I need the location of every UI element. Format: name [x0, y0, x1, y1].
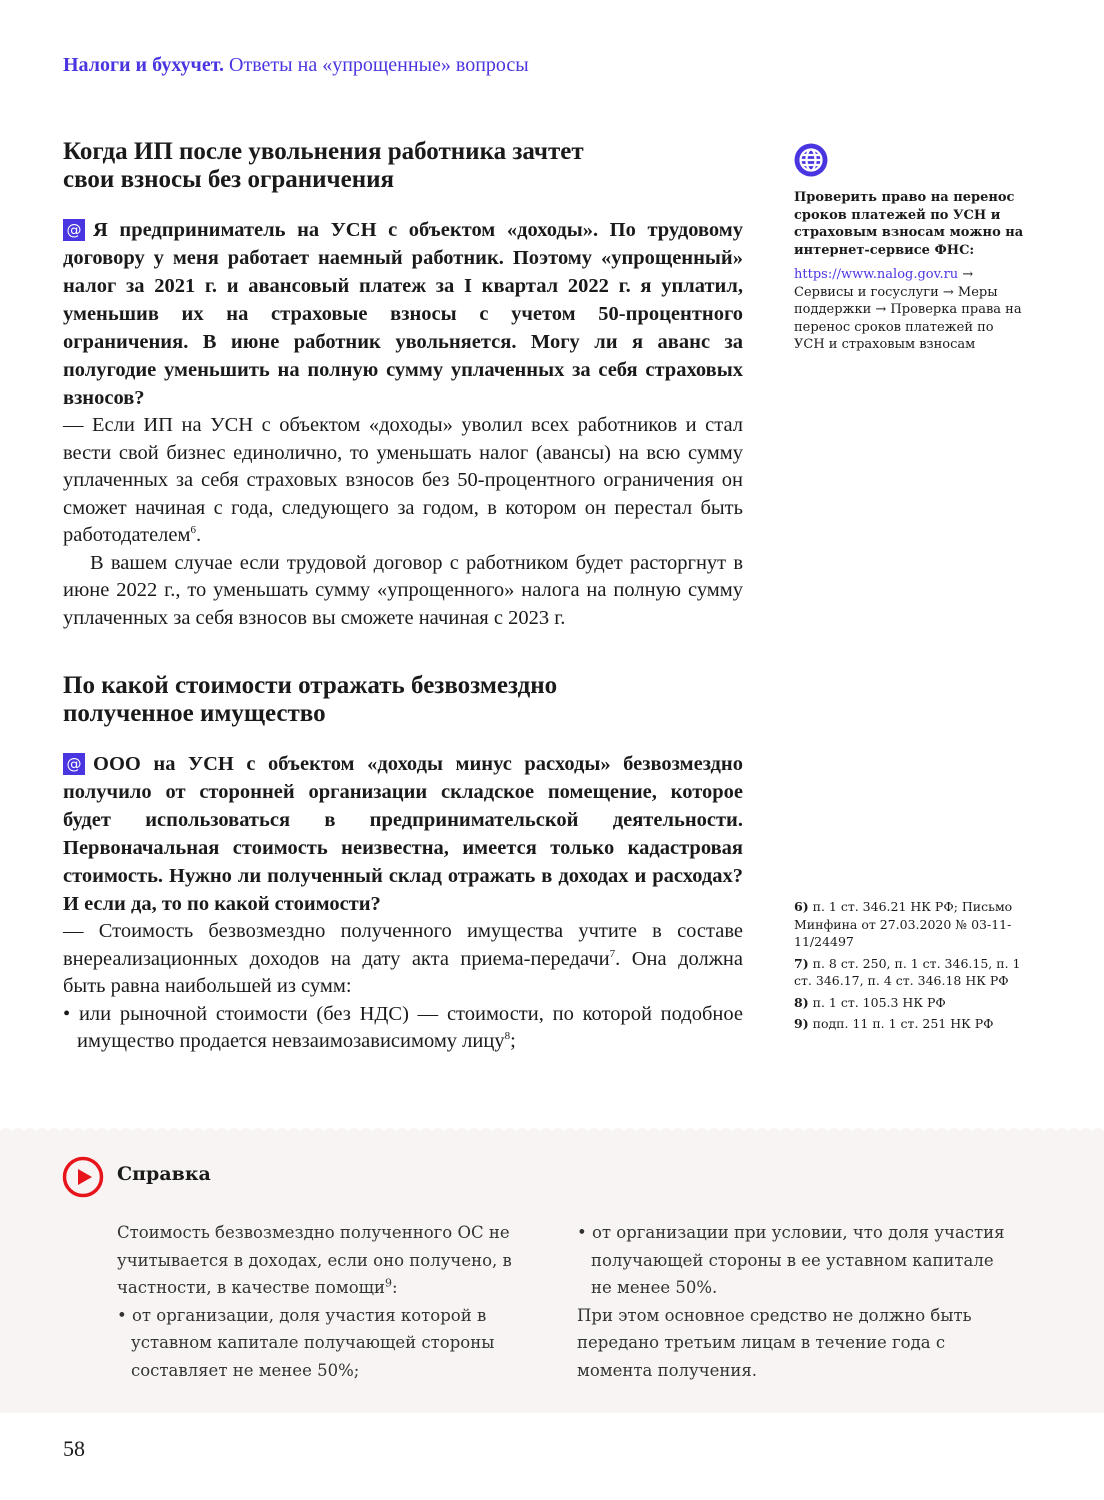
footnote-text: п. 1 ст. 346.21 НК РФ; Письмо Минфина от 27.03.2020 № 03-11-11/24497 [794, 899, 1013, 949]
title-line: Когда ИП после увольнения работника зачтет [63, 138, 584, 165]
page-number: 58 [63, 1436, 85, 1461]
reference-box [0, 1131, 1104, 1413]
reference-right-column [577, 1219, 1005, 1384]
reference-text: Стоимость безвозмездно полученного ОС не учитывается в доходах, если оно получено, в частности, в качестве помощи [117, 1223, 512, 1297]
running-head [63, 54, 529, 77]
footnote [794, 994, 1029, 1012]
reference-paragraph: При этом основное средство не должно быть передано третьим лицам в течение года с момента получения. [577, 1305, 972, 1380]
sidebar-bold-text: Проверить право на перенос сроков платежей по УСН и страховым взносам можно на интернет-сервисе ФНС: [794, 190, 1024, 258]
globe-icon [794, 143, 828, 177]
footnote-text: п. 8 ст. 250, п. 1 ст. 346.15, п. 1 ст. 346.17, п. 4 ст. 346.18 НК РФ [794, 955, 1021, 988]
article-title [63, 138, 743, 194]
question-text: ООО на УСН с объектом «доходы минус расходы» безвозмездно получило от сторонней организации складское помещение, которое будет использоваться в предпринимательской деятельности. Первоначальная стоимость неизвестна, имеется только кадастровая стоимость. Нужно ли полученный склад отражать в доходах и расходах? И если да, то по какой стоимости? [63, 753, 743, 915]
answer-text: — Если ИП на УСН с объектом «доходы» уволил всех работников и стал вести свой бизнес единолично, то уменьшать налог (авансы) на всю сумму уплаченных за себя страховых взносов без 50-процентного ограничения он сможет начиная с года, следующего за годом, в котором он перестал быть работодателем [63, 414, 743, 546]
question [63, 216, 743, 412]
footnote-text: подп. 11 п. 1 ст. 251 НК РФ [812, 1016, 994, 1031]
reference-bullet: • от организации, доля участия которой в уставном капитале получающей стороны составляет не менее 50%; [117, 1305, 495, 1380]
reference-bullet: • от организации при условии, что доля участия получающей стороны в ее уставном капитале не менее 50%. [577, 1223, 1005, 1297]
reference-paragraph [117, 1219, 545, 1302]
footnotes [794, 898, 1029, 1037]
answer-text-end: . [195, 524, 202, 546]
email-question-icon: @ [63, 753, 85, 775]
title-line: По какой стоимости отражать безвозмездно [63, 672, 558, 699]
title-line: свои взносы без ограничения [63, 166, 395, 193]
answer-text: — Стоимость безвозмездно полученного имущества учтите в составе внереализационных доходов на дату акта приема-передачи [63, 920, 743, 970]
article-title [63, 672, 743, 728]
wavy-border [0, 1125, 1104, 1133]
sidebar-path [794, 266, 1024, 354]
email-question-icon: @ [63, 219, 85, 241]
reference-left-column [117, 1219, 545, 1384]
play-icon [62, 1156, 104, 1198]
bullet-text: • или рыночной стоимости (без НДС) — стоимости, по которой подобное имущество продается невзаимозависимому лицу [63, 1002, 743, 1052]
footnote-ref[interactable]: 9 [384, 1276, 392, 1290]
footnote [794, 955, 1029, 990]
answer-text-end: . Она должна быть равна наибольшей из сумм: [63, 947, 743, 997]
fns-link[interactable]: https://www.nalog.gov.ru [794, 267, 959, 282]
footnote-number: 7) [794, 955, 809, 971]
question [63, 750, 743, 918]
sidebar-note [794, 143, 1024, 354]
footnote-number: 6) [794, 899, 809, 914]
sidebar-path-text: → Сервисы и госуслуги → Меры поддержки → Проверка права на перенос сроков платежей по УСН и страховым взносам [794, 267, 1022, 352]
running-head-subtitle: Ответы на «упрощенные» вопросы [229, 54, 529, 76]
main-column [63, 138, 743, 1056]
footnote-ref[interactable]: 7 [609, 947, 616, 960]
running-head-section: Налоги и бухучет. [63, 54, 225, 76]
reference-text-end: : [391, 1278, 398, 1297]
footnote-number: 8) [794, 994, 809, 1010]
footnote [794, 1015, 1029, 1033]
answer-paragraph [63, 412, 743, 550]
footnote-ref[interactable]: 6 [190, 524, 196, 537]
article-1 [63, 138, 743, 632]
footnote [794, 898, 1029, 951]
answer-paragraph [63, 918, 743, 1001]
article-2 [63, 672, 743, 1056]
question-text: Я предприниматель на УСН с объектом «доходы». По трудовому договору у меня работает наемный работник. Поэтому «упрощенный» налог за 2021 г. и авансовый платеж за I квартал 2022 г. я уплатил, уменьшив их на страховые взносы с учетом 50-процентного ограничения. В июне работник увольняется. Могу ли я аванс за полугодие уменьшить на полную сумму уплаченных за себя страховых взносов? [63, 219, 743, 409]
footnote-number: 9) [794, 1016, 809, 1031]
answer-paragraph: В вашем случае если трудовой договор с работником будет расторгнут в июне 2022 г., то уменьшать сумму «упрощенного» налога на полную сумму уплаченных за себя взносов вы сможете начиная с 2023 г. [63, 551, 743, 629]
title-line: полученное имущество [63, 700, 326, 727]
bullet-item [63, 1001, 743, 1056]
footnote-ref[interactable]: 8 [504, 1030, 511, 1043]
bullet-text-end: ; [510, 1030, 516, 1052]
reference-title: Справка [117, 1163, 211, 1185]
footnote-text: п. 1 ст. 105.3 НК РФ [812, 994, 946, 1010]
